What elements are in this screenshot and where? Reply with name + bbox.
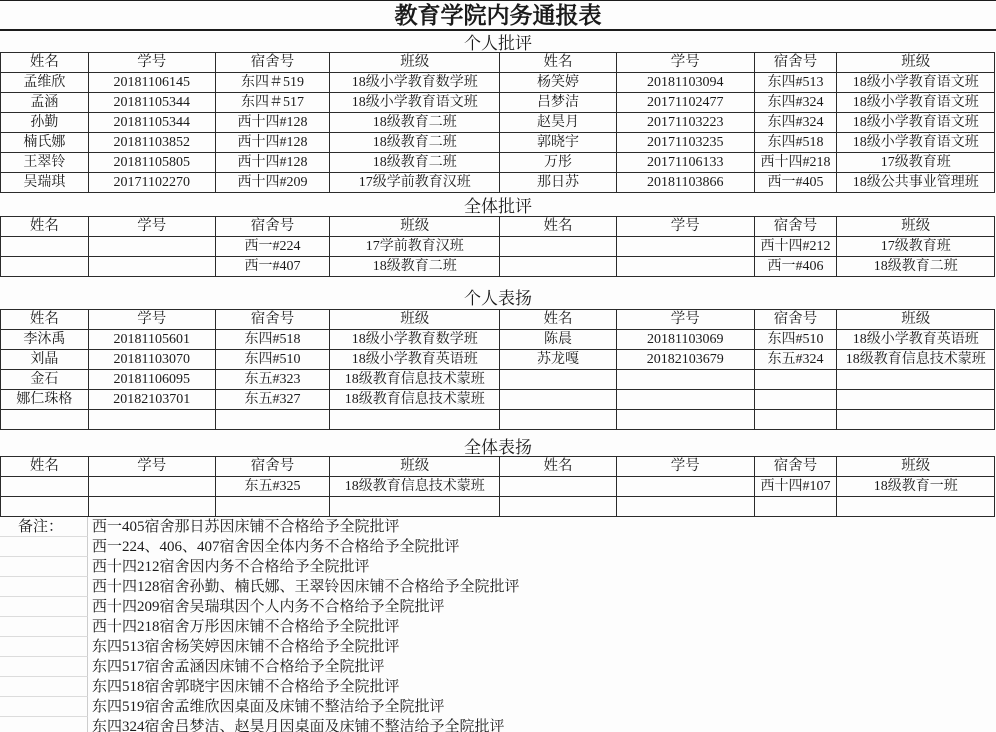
- notes-gutter: [0, 657, 88, 677]
- notes-gutter: [0, 637, 88, 657]
- table-cell: 东四#513: [754, 73, 837, 93]
- column-header: 姓名: [1, 310, 89, 330]
- table-cell: 东五#327: [215, 390, 330, 410]
- column-header: 班级: [330, 217, 500, 237]
- table-cell: [1, 257, 89, 277]
- notes-gutter: [0, 557, 88, 577]
- note-line: 西一405宿舍那日苏因床铺不合格给予全院批评: [92, 519, 400, 535]
- table-cell: 东四＃519: [215, 73, 330, 93]
- column-header: 姓名: [1, 217, 89, 237]
- table-cell: 那日苏: [500, 173, 617, 193]
- table-cell: 17级教育班: [837, 237, 995, 257]
- note-line: 东四517宿舍孟涵因床铺不合格给予全院批评: [92, 659, 385, 675]
- notes-block: [0, 517, 996, 732]
- table-cell: 20181103094: [616, 73, 754, 93]
- table-cell: 20181105601: [88, 330, 215, 350]
- notes-gutter: [0, 577, 88, 597]
- column-header: 姓名: [500, 457, 617, 477]
- notes-gutter: [0, 697, 88, 717]
- table-cell: 王翠铃: [1, 153, 89, 173]
- table-cell: 东四#324: [754, 93, 837, 113]
- table-row: [1, 237, 995, 257]
- table-cell: 苏龙嘎: [500, 350, 617, 370]
- table-cell: 18级教育二班: [330, 113, 500, 133]
- column-header: 班级: [837, 457, 995, 477]
- table-cell: 18级教育二班: [837, 257, 995, 277]
- table-cell: 西一#407: [215, 257, 330, 277]
- table-cell: [1, 410, 89, 430]
- table-cell: 西一#405: [754, 173, 837, 193]
- table-cell: [754, 410, 837, 430]
- section-title-3: [0, 430, 996, 456]
- table-cell: 东四#510: [215, 350, 330, 370]
- table-cell: 18级小学教育语文班: [330, 93, 500, 113]
- column-header: 宿舍号: [754, 53, 837, 73]
- table-cell: [837, 390, 995, 410]
- sections-container: [0, 31, 996, 517]
- table-row: [1, 410, 995, 430]
- note-line: 西十四128宿舍孙勤、楠氏娜、王翠铃因床铺不合格给予全院批评: [92, 579, 520, 595]
- table-cell: [616, 497, 754, 517]
- table-cell: 18级教育二班: [330, 133, 500, 153]
- notes-gutter: [0, 677, 88, 697]
- table-cell: [330, 497, 500, 517]
- table-cell: 20171103223: [616, 113, 754, 133]
- table-cell: 18级教育信息技术蒙班: [330, 390, 500, 410]
- table-row: [1, 113, 995, 133]
- table-row: [1, 257, 995, 277]
- table-row: [1, 93, 995, 113]
- table-cell: 楠氏娜: [1, 133, 89, 153]
- table-cell: [1, 497, 89, 517]
- column-header: 宿舍号: [754, 457, 837, 477]
- table-cell: 20171102477: [616, 93, 754, 113]
- table-cell: 吕梦洁: [500, 93, 617, 113]
- note-line: 西十四209宿舍吴瑞琪因个人内务不合格给予全院批评: [92, 599, 445, 615]
- table-cell: 金石: [1, 370, 89, 390]
- table-cell: 西一#406: [754, 257, 837, 277]
- section-title-0: [0, 31, 996, 52]
- table-cell: 18级小学教育语文班: [837, 113, 995, 133]
- table-cell: 18级教育一班: [837, 477, 995, 497]
- table-cell: [330, 410, 500, 430]
- table-cell: 20181105805: [88, 153, 215, 173]
- table-cell: 西十四#128: [215, 153, 330, 173]
- table-cell: [500, 237, 617, 257]
- table-cell: [1, 237, 89, 257]
- notes-gutter: [0, 717, 88, 732]
- column-header: 姓名: [500, 310, 617, 330]
- table-cell: 东五#325: [215, 477, 330, 497]
- column-header: 宿舍号: [754, 310, 837, 330]
- table-cell: 20181106095: [88, 370, 215, 390]
- table-cell: 东四#518: [754, 133, 837, 153]
- table-cell: 东五#323: [215, 370, 330, 390]
- column-header: 姓名: [1, 457, 89, 477]
- table-cell: 吴瑞琪: [1, 173, 89, 193]
- table-cell: 娜仁珠格: [1, 390, 89, 410]
- table-cell: 20181106145: [88, 73, 215, 93]
- table-cell: [837, 497, 995, 517]
- table-row: [1, 173, 995, 193]
- table-cell: [754, 390, 837, 410]
- table-cell: 东四＃517: [215, 93, 330, 113]
- table-cell: 西十四#218: [754, 153, 837, 173]
- table-cell: [837, 370, 995, 390]
- table-cell: 17级学前教育汉班: [330, 173, 500, 193]
- column-header: 学号: [616, 457, 754, 477]
- table-cell: 18级小学教育数学班: [330, 73, 500, 93]
- table-cell: 郭晓宇: [500, 133, 617, 153]
- note-line: 西十四218宿舍万彤因床铺不合格给予全院批评: [92, 619, 400, 635]
- column-header: 学号: [616, 53, 754, 73]
- note-line: 东四518宿舍郭晓宇因床铺不合格给予全院批评: [92, 679, 400, 695]
- table-cell: 万彤: [500, 153, 617, 173]
- table-cell: 18级小学教育语文班: [837, 73, 995, 93]
- table-cell: 东四#324: [754, 113, 837, 133]
- column-header: 班级: [837, 53, 995, 73]
- column-header: 学号: [88, 457, 215, 477]
- table-cell: 西十四#107: [754, 477, 837, 497]
- table-cell: [500, 390, 617, 410]
- table-cell: 20181103852: [88, 133, 215, 153]
- section-table-1: [0, 216, 995, 277]
- column-header: 姓名: [500, 53, 617, 73]
- notes-label: 备注：: [0, 517, 88, 537]
- table-cell: 20181105344: [88, 93, 215, 113]
- table-cell: 20182103679: [616, 350, 754, 370]
- note-line: 西一224、406、407宿舍因全体内务不合格给予全院批评: [92, 539, 460, 555]
- table-cell: 20171106133: [616, 153, 754, 173]
- note-line: 东四513宿舍杨笑婷因床铺不合格给予全院批评: [92, 639, 400, 655]
- table-cell: 18级小学教育英语班: [330, 350, 500, 370]
- section-title-text: 全体表扬: [464, 437, 532, 457]
- table-cell: 18级教育信息技术蒙班: [330, 370, 500, 390]
- section-title-2: [0, 277, 996, 309]
- table-cell: 18级小学教育数学班: [330, 330, 500, 350]
- column-header: 宿舍号: [215, 53, 330, 73]
- page-title: 教育学院内务通报表: [0, 0, 996, 31]
- table-cell: 18级教育二班: [330, 257, 500, 277]
- table-cell: [500, 477, 617, 497]
- table-row: [1, 133, 995, 153]
- column-header: 学号: [88, 310, 215, 330]
- table-cell: [754, 370, 837, 390]
- table-cell: 18级教育信息技术蒙班: [330, 477, 500, 497]
- table-cell: 18级教育二班: [330, 153, 500, 173]
- table-cell: 西十四#128: [215, 113, 330, 133]
- table-cell: 孟维欣: [1, 73, 89, 93]
- table-cell: 西十四#209: [215, 173, 330, 193]
- column-header: 班级: [330, 53, 500, 73]
- table-cell: 李沐禹: [1, 330, 89, 350]
- table-cell: 东四#518: [215, 330, 330, 350]
- section-table-2: [0, 309, 995, 430]
- section-title-text: 个人批评: [464, 34, 532, 53]
- table-cell: [616, 257, 754, 277]
- table-cell: 西十四#128: [215, 133, 330, 153]
- column-header: 学号: [88, 53, 215, 73]
- table-cell: [88, 410, 215, 430]
- table-cell: [215, 410, 330, 430]
- table-cell: [500, 497, 617, 517]
- column-header: 宿舍号: [215, 310, 330, 330]
- table-cell: 20181103069: [616, 330, 754, 350]
- table-cell: 孙勤: [1, 113, 89, 133]
- table-cell: 东五#324: [754, 350, 837, 370]
- column-header: 学号: [616, 310, 754, 330]
- table-cell: 孟涵: [1, 93, 89, 113]
- column-header: 班级: [837, 310, 995, 330]
- table-cell: [616, 370, 754, 390]
- table-cell: [88, 497, 215, 517]
- table-cell: 杨笑婷: [500, 73, 617, 93]
- table-cell: 东四#510: [754, 330, 837, 350]
- table-cell: 20181103866: [616, 173, 754, 193]
- column-header: 宿舍号: [754, 217, 837, 237]
- table-cell: [616, 477, 754, 497]
- table-cell: [616, 410, 754, 430]
- table-row: [1, 370, 995, 390]
- table-cell: [500, 257, 617, 277]
- table-row: [1, 390, 995, 410]
- table-row: [1, 497, 995, 517]
- table-cell: 18级教育信息技术蒙班: [837, 350, 995, 370]
- column-header: 班级: [330, 310, 500, 330]
- table-row: [1, 350, 995, 370]
- note-line: 西十四212宿舍因内务不合格给予全院批评: [92, 559, 370, 575]
- table-cell: 20181103070: [88, 350, 215, 370]
- table-cell: 18级公共事业管理班: [837, 173, 995, 193]
- section-title-text: 个人表扬: [464, 288, 532, 308]
- table-cell: 18级小学教育语文班: [837, 93, 995, 113]
- table-row: [1, 153, 995, 173]
- column-header: 姓名: [500, 217, 617, 237]
- section-title-text: 全体批评: [464, 197, 532, 216]
- table-cell: [754, 497, 837, 517]
- table-cell: [88, 477, 215, 497]
- column-header: 宿舍号: [215, 217, 330, 237]
- table-cell: [88, 237, 215, 257]
- table-cell: [837, 410, 995, 430]
- note-line: 东四519宿舍孟维欣因桌面及床铺不整洁给予全院批评: [92, 699, 445, 715]
- table-cell: 17级教育班: [837, 153, 995, 173]
- table-row: [1, 330, 995, 350]
- column-header: 宿舍号: [215, 457, 330, 477]
- table-cell: 20181105344: [88, 113, 215, 133]
- section-table-0: [0, 52, 995, 193]
- section-title-1: [0, 193, 996, 216]
- table-cell: 刘晶: [1, 350, 89, 370]
- column-header: 学号: [88, 217, 215, 237]
- table-cell: 18级小学教育语文班: [837, 133, 995, 153]
- notes-gutter: [0, 597, 88, 617]
- table-cell: 20171102270: [88, 173, 215, 193]
- table-cell: [1, 477, 89, 497]
- column-header: 班级: [837, 217, 995, 237]
- table-cell: 17学前教育汉班: [330, 237, 500, 257]
- column-header: 姓名: [1, 53, 89, 73]
- table-cell: 20171103235: [616, 133, 754, 153]
- table-cell: [500, 410, 617, 430]
- table-cell: 西十四#212: [754, 237, 837, 257]
- table-cell: [88, 257, 215, 277]
- table-cell: [616, 237, 754, 257]
- note-line: 东四324宿舍吕梦洁、赵昊月因桌面及床铺不整洁给予全院批评: [92, 719, 505, 732]
- section-table-3: [0, 456, 995, 517]
- notes-gutter: [0, 617, 88, 637]
- notes-gutter: [0, 537, 88, 557]
- table-cell: 18级小学教育英语班: [837, 330, 995, 350]
- table-row: [1, 477, 995, 497]
- table-cell: 陈晨: [500, 330, 617, 350]
- table-cell: [616, 390, 754, 410]
- table-cell: [500, 370, 617, 390]
- table-cell: 20182103701: [88, 390, 215, 410]
- table-cell: 赵昊月: [500, 113, 617, 133]
- table-cell: [215, 497, 330, 517]
- table-cell: 西一#224: [215, 237, 330, 257]
- table-row: [1, 73, 995, 93]
- column-header: 学号: [616, 217, 754, 237]
- column-header: 班级: [330, 457, 500, 477]
